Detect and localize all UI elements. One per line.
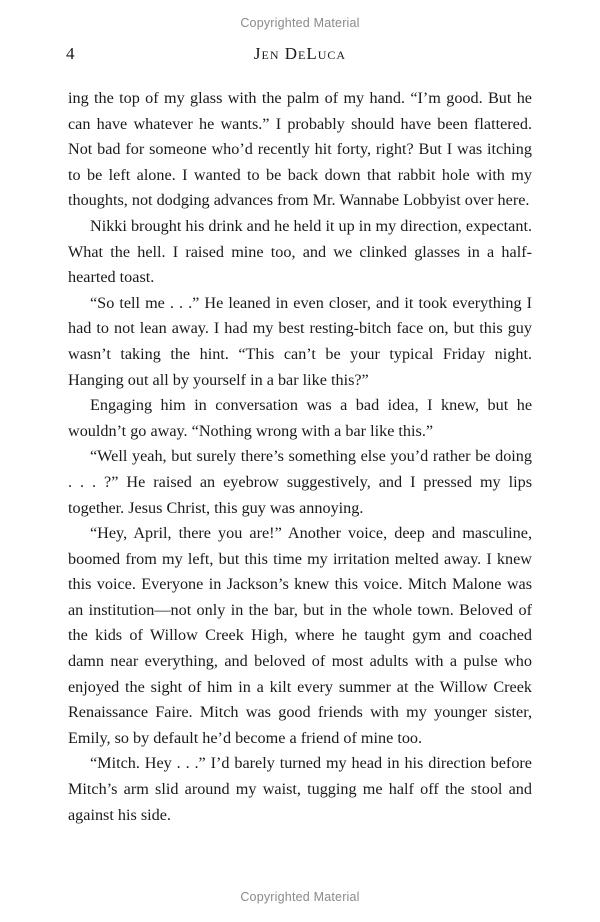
paragraph: Nikki brought his drink and he held it up in my direction, expectant. What the hell. I raised mine too, and we clinked glasses in a half-hearted toast. bbox=[68, 216, 532, 287]
paragraph: “Mitch. Hey . . .” I’d barely turned my head in his direction before Mitch’s arm slid around my waist, tugging me half off the stool and against his side. bbox=[68, 754, 532, 824]
paragraph: “Well yeah, but surely there’s something else you’d rather be doing . . . ?” He raised an eyebrow suggestively, and I pressed my lips together. Jesus Christ, this guy was annoying. bbox=[68, 447, 532, 517]
paragraph: Engaging him in conversation was a bad idea, I knew, but he wouldn’t go away. “Nothing wrong with a bar like this.” bbox=[68, 396, 532, 440]
running-head bbox=[66, 44, 534, 66]
paragraph: ing the top of my glass with the palm of my hand. “I’m good. But he can have whatever he wants.” I probably should have been flattered. Not bad for someone who’d recently hit forty, right? But I was itching to be left alone. I wanted to be back down that rabbit hole with my thoughts, not dodging advances from Mr. Wannabe Lobbyist over here. bbox=[68, 89, 532, 210]
body-text bbox=[68, 86, 532, 828]
page-number: 4 bbox=[66, 44, 75, 63]
paragraph: “So tell me . . .” He leaned in even closer, and it took everything I had to not lean away. I had my best resting-bitch face on, but this guy wasn’t taking the hint. “This can’t be your typical Friday night. Hanging out all by yourself in a bar like this?” bbox=[68, 293, 532, 389]
paragraph: “Hey, April, there you are!” Another voice, deep and masculine, boomed from my left, but this time my irritation melted away. I knew this voice. Everyone in Jackson’s knew this voice. Mitch Malone was an institution—not only in the bar, but in the whole town. Beloved of the kids of Willow Creek High, where he taught gym and coached damn near everything, and beloved of most adults with a pulse who enjoyed the sight of him in a kilt every summer at the Willow Creek Renaissance Faire. Mitch was good friends with my younger sister, Emily, so by default he’d become a friend of mine too. bbox=[68, 524, 532, 747]
copyright-watermark-top: Copyrighted Material bbox=[240, 16, 360, 30]
copyright-watermark-bottom: Copyrighted Material bbox=[240, 890, 360, 904]
author-name: Jen DeLuca bbox=[253, 44, 347, 63]
